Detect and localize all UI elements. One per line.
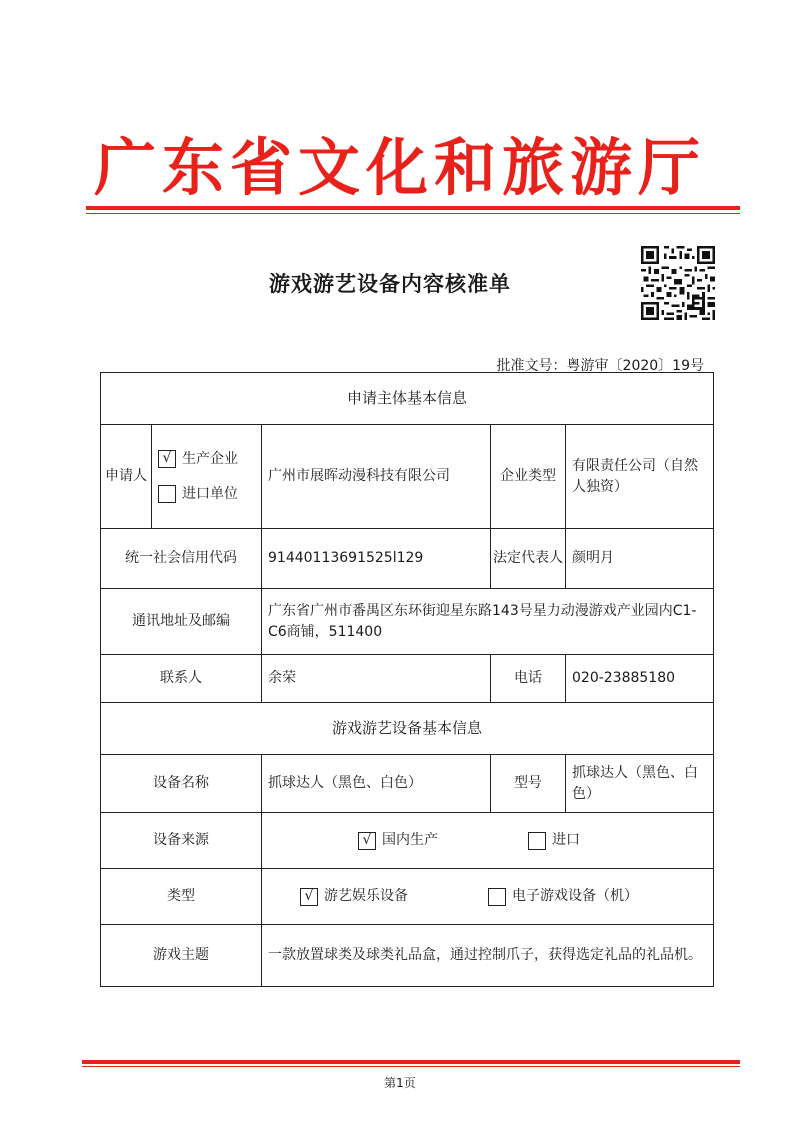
producer-checkbox[interactable]: √ <box>158 450 176 468</box>
approval-form-table <box>100 372 714 987</box>
import-checkbox[interactable] <box>528 832 546 850</box>
device-name-label: 设备名称 <box>101 755 262 813</box>
amusement-checkbox[interactable]: √ <box>300 888 318 906</box>
address-label: 通讯地址及邮编 <box>101 589 262 655</box>
credit-code-label: 统一社会信用代码 <box>101 529 262 589</box>
document-title: 游戏游艺设备内容核准单 <box>269 272 511 296</box>
domestic-option-label: 国内生产 <box>382 832 438 848</box>
device-name: 抓球达人（黑色、白色） <box>262 755 491 813</box>
contact-row <box>101 655 714 703</box>
page-number: 第1页 <box>384 1076 416 1090</box>
applicant-label: 申请人 <box>101 425 152 529</box>
electronic-game-option-label: 电子游戏设备（机） <box>512 888 638 904</box>
device-type-options <box>262 869 714 925</box>
device-type-row <box>101 869 714 925</box>
contact-name: 余荣 <box>262 655 491 703</box>
importer-option-label: 进口单位 <box>182 485 238 502</box>
credit-code: 91440113691525l129 <box>262 529 491 589</box>
model-label: 型号 <box>491 755 566 813</box>
company-name: 广州市展晖动漫科技有限公司 <box>262 425 491 529</box>
contact-label: 联系人 <box>101 655 262 703</box>
phone-label: 电话 <box>491 655 566 703</box>
device-source-label: 设备来源 <box>101 813 262 869</box>
applicant-type-options <box>152 425 262 529</box>
game-theme-label: 游戏主题 <box>101 925 262 987</box>
import-option-label: 进口 <box>552 832 580 848</box>
phone-number: 020-23885180 <box>566 655 714 703</box>
address-row <box>101 589 714 655</box>
device-name-row <box>101 755 714 813</box>
approval-number: 批准文号：粤游审〔2020〕19号 <box>496 358 704 374</box>
applicant-section-header <box>101 373 714 425</box>
legal-rep: 颜明月 <box>566 529 714 589</box>
applicant-row <box>101 425 714 529</box>
company-type-label: 企业类型 <box>491 425 566 529</box>
company-type: 有限责任公司（自然人独资） <box>566 425 714 529</box>
game-theme-row <box>101 925 714 987</box>
qr-code-icon <box>641 246 715 320</box>
address: 广东省广州市番禺区东环街迎星东路143号星力动漫游戏产业园内C1-C6商铺，511400 <box>262 589 714 655</box>
model: 抓球达人（黑色、白色） <box>566 755 714 813</box>
credit-code-row <box>101 529 714 589</box>
game-theme: 一款放置球类及球类礼品盒，通过控制爪子，获得选定礼品的礼品机。 <box>262 925 714 987</box>
letterhead-rule-thin <box>86 213 740 214</box>
footer-rule <box>82 1060 740 1064</box>
device-section-title: 游戏游艺设备基本信息 <box>101 703 714 755</box>
device-type-label: 类型 <box>101 869 262 925</box>
device-source-options <box>262 813 714 869</box>
device-source-row <box>101 813 714 869</box>
amusement-option-label: 游艺娱乐设备 <box>324 888 408 904</box>
letterhead-rule <box>86 206 740 210</box>
device-section-header <box>101 703 714 755</box>
domestic-checkbox[interactable]: √ <box>358 832 376 850</box>
footer-rule-thin <box>82 1066 740 1067</box>
importer-checkbox[interactable] <box>158 485 176 503</box>
letterhead-title: 广东省文化和旅游厅 <box>93 131 706 204</box>
legal-rep-label: 法定代表人 <box>491 529 566 589</box>
producer-option-label: 生产企业 <box>182 450 238 467</box>
applicant-section-title: 申请主体基本信息 <box>101 373 714 425</box>
electronic-game-checkbox[interactable] <box>488 888 506 906</box>
